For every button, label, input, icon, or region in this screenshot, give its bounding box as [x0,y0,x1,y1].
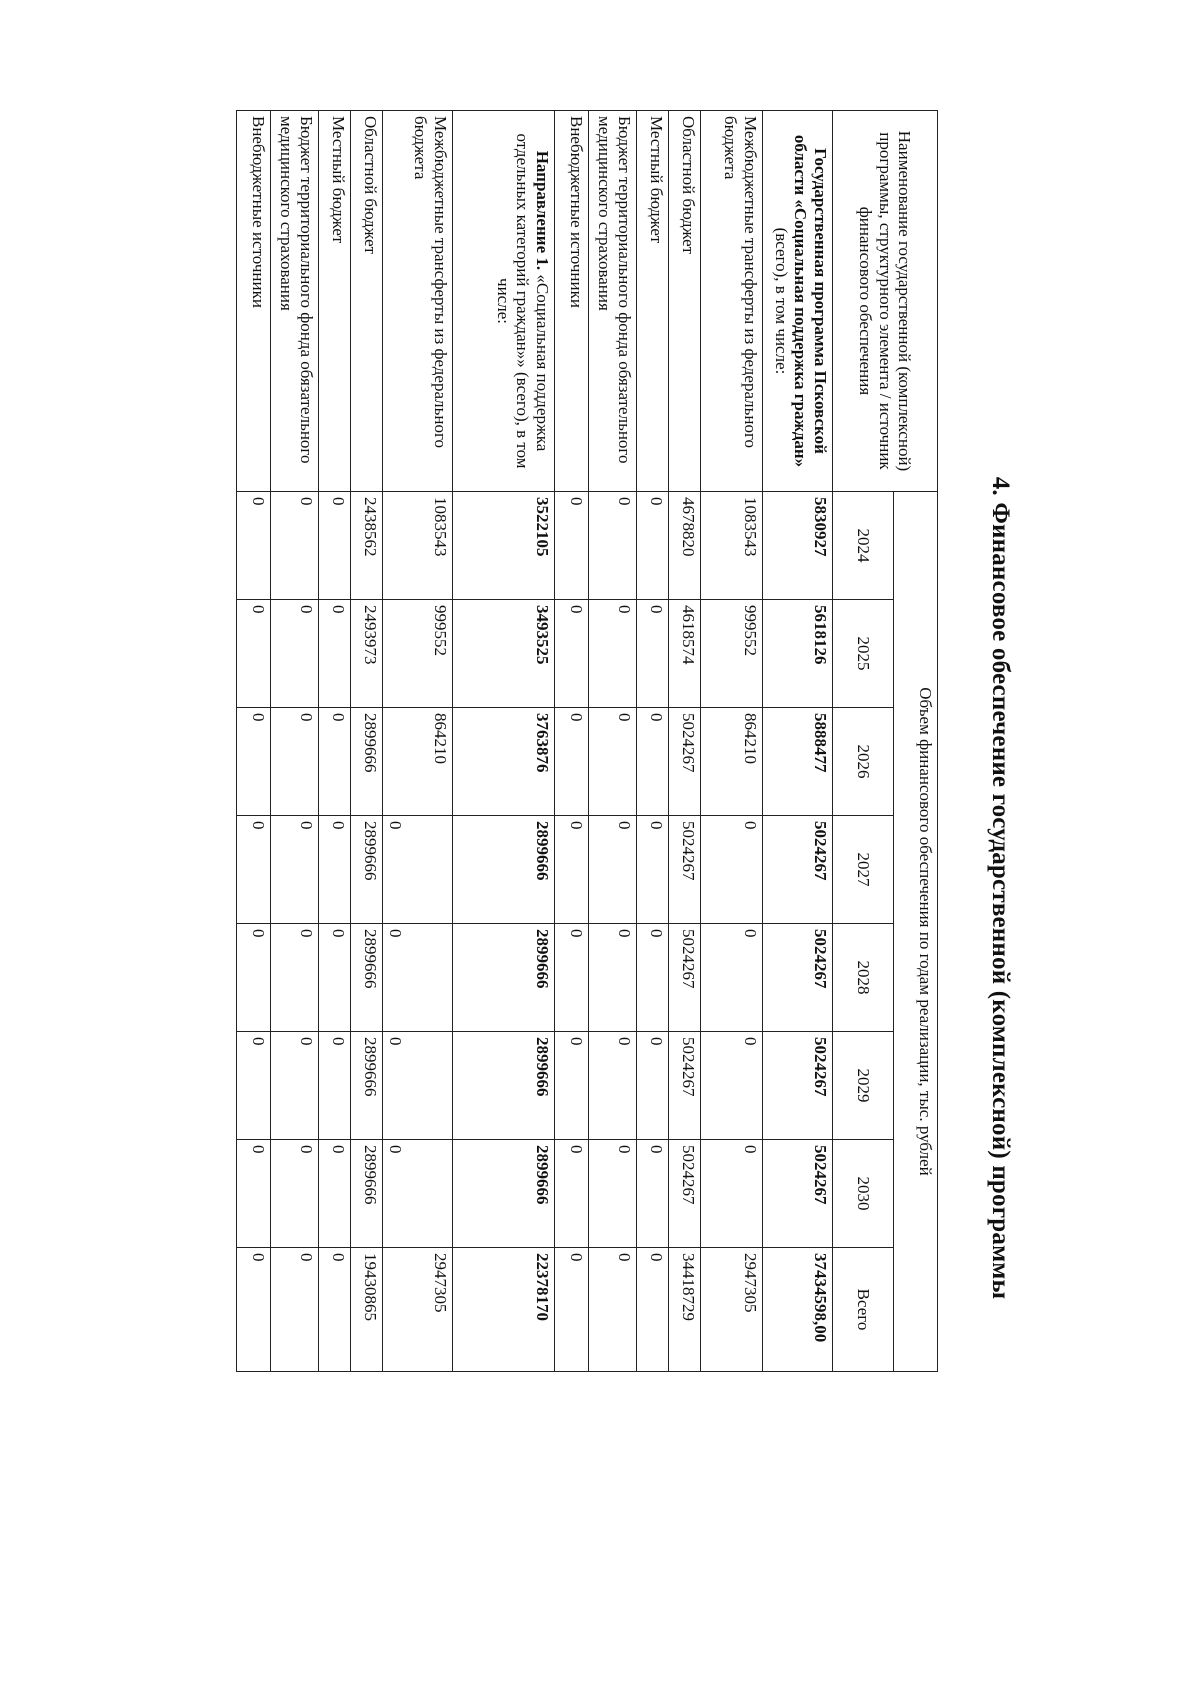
cell-total: 2947305 [383,1248,453,1372]
cell-total: 37434598,00 [763,1248,833,1372]
column-header-name: Наименование государственной (комплексной) программы, структурного элемента / источник финансового обеспечения [833,111,938,492]
table-row [271,111,319,1372]
cell-value: 0 [237,600,271,708]
table-body [237,111,833,1372]
cell-value: 0 [637,492,669,600]
row-name: Местный бюджет [637,111,669,492]
cell-value: 2899666 [351,816,383,924]
year-header: 2029 [833,1032,894,1140]
cell-value: 2899666 [351,1032,383,1140]
cell-value: 999552 [383,600,453,708]
cell-value: 5024267 [669,1140,701,1248]
cell-value: 0 [589,816,637,924]
cell-value: 0 [637,600,669,708]
cell-value: 0 [237,1140,271,1248]
cell-value: 0 [637,816,669,924]
cell-value: 5024267 [669,1032,701,1140]
cell-total: 34418729 [669,1248,701,1372]
cell-value: 5024267 [763,1032,833,1140]
table-row [589,111,637,1372]
cell-value: 5830927 [763,492,833,600]
year-header: 2026 [833,708,894,816]
cell-value: 5618126 [763,600,833,708]
cell-value: 0 [637,1032,669,1140]
cell-value: 0 [555,600,589,708]
cell-value: 0 [383,816,453,924]
column-header-volume: Объем финансового обеспечения по годам реализации, тыс. рублей [894,492,938,1372]
cell-value: 0 [555,1140,589,1248]
table-row [637,111,669,1372]
cell-value: 2899666 [351,708,383,816]
cell-value: 0 [589,708,637,816]
cell-value: 0 [555,708,589,816]
table-row [669,111,701,1372]
cell-value: 3493525 [453,600,555,708]
cell-value: 0 [271,1032,319,1140]
cell-total: 0 [637,1248,669,1372]
table-row [319,111,351,1372]
table-row [555,111,589,1372]
cell-value: 0 [555,924,589,1032]
cell-value: 0 [555,816,589,924]
cell-value: 0 [637,708,669,816]
row-name: Бюджет территориального фонда обязательного медицинского страхования [271,111,319,492]
year-header: 2030 [833,1140,894,1248]
cell-value: 2899666 [453,1140,555,1248]
row-name: Внебюджетные источники [555,111,589,492]
cell-value: 0 [701,1140,763,1248]
cell-value: 0 [319,816,351,924]
cell-value: 2493973 [351,600,383,708]
cell-value: 0 [701,816,763,924]
row-name-bold: Направление 1. [533,150,552,271]
table-row [701,111,763,1372]
cell-value: 0 [237,492,271,600]
cell-total: 0 [237,1248,271,1372]
cell-value: 2899666 [351,924,383,1032]
row-name [453,111,555,492]
table-row [351,111,383,1372]
row-name: Межбюджетные трансферты из федерального бюджета [383,111,453,492]
cell-value: 0 [271,1140,319,1248]
cell-value: 864210 [701,708,763,816]
cell-value: 4678820 [669,492,701,600]
cell-value: 5024267 [669,924,701,1032]
year-header: 2024 [833,492,894,600]
row-name: Межбюджетные трансферты из федерального бюджета [701,111,763,492]
cell-total: 0 [589,1248,637,1372]
cell-value: 5024267 [669,708,701,816]
cell-value: 5024267 [763,924,833,1032]
cell-value: 0 [555,492,589,600]
cell-value: 1083543 [701,492,763,600]
cell-value: 0 [237,708,271,816]
cell-value: 0 [589,1140,637,1248]
cell-value: 3763876 [453,708,555,816]
row-name: Областной бюджет [351,111,383,492]
cell-value: 0 [319,1140,351,1248]
cell-value: 3522105 [453,492,555,600]
row-name-rest: (всего), в том числе: [771,227,791,375]
cell-value: 0 [271,816,319,924]
cell-value: 0 [701,924,763,1032]
cell-value: 864210 [383,708,453,816]
cell-value: 0 [555,1032,589,1140]
cell-value: 1083543 [383,492,453,600]
cell-value: 0 [589,600,637,708]
table-row [237,111,271,1372]
cell-total: 0 [319,1248,351,1372]
cell-value: 0 [589,1032,637,1140]
cell-value: 5024267 [763,816,833,924]
cell-total: 22378170 [453,1248,555,1372]
cell-value: 0 [237,816,271,924]
cell-value: 2438562 [351,492,383,600]
cell-value: 999552 [701,600,763,708]
cell-value: 0 [237,1032,271,1140]
row-name [763,111,833,492]
cell-value: 0 [271,492,319,600]
cell-value: 2899666 [351,1140,383,1248]
cell-value: 0 [271,600,319,708]
cell-value: 5888477 [763,708,833,816]
year-header: 2027 [833,816,894,924]
rotated-landscape-sheet [150,88,1030,1688]
cell-value: 0 [701,1032,763,1140]
table-row-total [453,111,555,1372]
cell-value: 2899666 [453,816,555,924]
cell-value: 0 [319,600,351,708]
cell-value: 0 [637,924,669,1032]
section-title: 4. Финансовое обеспечение государственной (комплексной) программы [987,476,1014,1300]
cell-value: 0 [319,708,351,816]
cell-value: 0 [589,924,637,1032]
table-row-total [763,111,833,1372]
row-name: Областной бюджет [669,111,701,492]
cell-value: 0 [319,1032,351,1140]
cell-value: 0 [383,924,453,1032]
row-name: Бюджет территориального фонда обязательного медицинского страхования [589,111,637,492]
row-name-rest: «Социальная поддержка отдельных категорий граждан»» (всего), в том числе: [493,133,552,469]
cell-value: 0 [319,924,351,1032]
cell-total: 0 [555,1248,589,1372]
total-header: Всего [833,1248,894,1372]
year-header: 2028 [833,924,894,1032]
cell-value: 0 [271,924,319,1032]
cell-value: 0 [237,924,271,1032]
row-name-bold: Государственная программа Псковской области «Социальная поддержка граждан» [791,134,830,468]
cell-value: 4618574 [669,600,701,708]
cell-total: 19430865 [351,1248,383,1372]
cell-value: 0 [319,492,351,600]
table-row [383,111,453,1372]
cell-value: 0 [637,1140,669,1248]
cell-value: 0 [271,708,319,816]
cell-value: 5024267 [669,816,701,924]
cell-value: 2899666 [453,1032,555,1140]
cell-value: 0 [383,1032,453,1140]
financing-table [236,110,938,1372]
year-header: 2025 [833,600,894,708]
cell-value: 2899666 [453,924,555,1032]
cell-value: 0 [383,1140,453,1248]
row-name: Местный бюджет [319,111,351,492]
cell-total: 0 [271,1248,319,1372]
cell-value: 0 [589,492,637,600]
header-row-top [894,111,938,1372]
row-name: Внебюджетные источники [237,111,271,492]
cell-total: 2947305 [701,1248,763,1372]
cell-value: 5024267 [763,1140,833,1248]
